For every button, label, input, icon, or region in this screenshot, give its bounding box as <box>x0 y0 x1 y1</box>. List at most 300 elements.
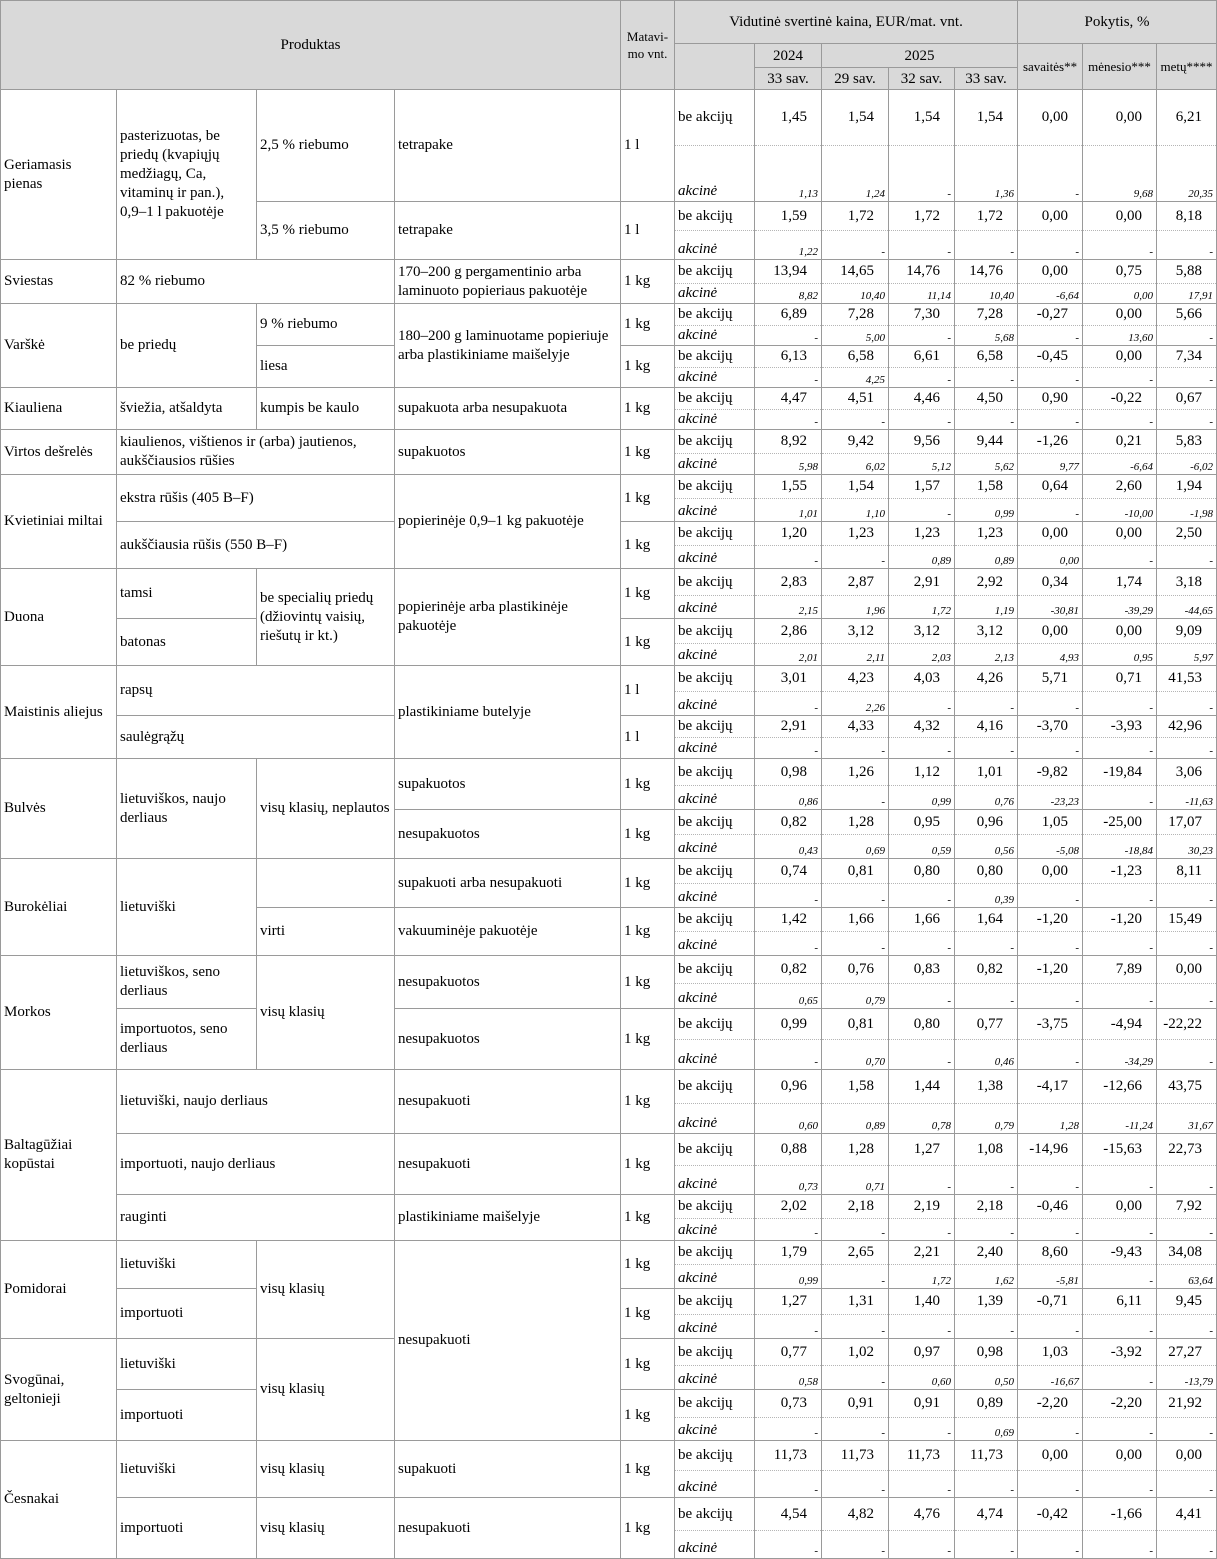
promo-value: - <box>1157 1166 1217 1195</box>
promo-value: - <box>1083 786 1157 810</box>
price-value: 0,81 <box>822 859 889 884</box>
price-value: 6,61 <box>889 346 955 368</box>
promo-value: - <box>889 231 955 260</box>
price-value: 0,80 <box>889 859 955 884</box>
table-row <box>1 569 1217 596</box>
price-value: 0,82 <box>755 810 822 835</box>
product-packaging: nesupakuotos <box>395 956 621 1009</box>
product-type: tamsi <box>117 569 257 619</box>
header-year-2024: 2024 <box>755 44 822 68</box>
price-value: -1,66 <box>1083 1498 1157 1531</box>
label-be-akciju: be akcijų <box>675 908 755 932</box>
promo-value: - <box>1157 368 1217 388</box>
promo-value: - <box>955 231 1018 260</box>
price-value: 1,31 <box>822 1289 889 1315</box>
promo-value: 5,98 <box>755 454 822 475</box>
unit-cell: 1 kg <box>621 1441 675 1498</box>
label-akcine: akcinė <box>675 738 755 759</box>
promo-value: 0,79 <box>955 1104 1018 1134</box>
table-row <box>1 759 1217 786</box>
price-value: 0,00 <box>1018 522 1083 546</box>
promo-value: 0,60 <box>755 1104 822 1134</box>
price-value: 4,16 <box>955 716 1018 738</box>
promo-value: - <box>1157 1219 1217 1241</box>
product-packaging: supakuoti <box>395 1441 621 1498</box>
promo-value: - <box>1157 546 1217 569</box>
product-packaging: supakuotos <box>395 759 621 810</box>
promo-value: 0,00 <box>1083 284 1157 304</box>
promo-value: 11,14 <box>889 284 955 304</box>
price-value: 2,50 <box>1157 522 1217 546</box>
promo-value: - <box>1083 410 1157 430</box>
price-value: 6,58 <box>822 346 889 368</box>
promo-value: 1,10 <box>822 499 889 522</box>
promo-value: 9,77 <box>1018 454 1083 475</box>
unit-cell: 1 kg <box>621 304 675 346</box>
price-value: -3,70 <box>1018 716 1083 738</box>
promo-value: 0,99 <box>955 499 1018 522</box>
promo-value: -6,02 <box>1157 454 1217 475</box>
price-value: 1,72 <box>822 202 889 231</box>
price-value: 1,66 <box>822 908 889 932</box>
product-description: lietuviški, naujo derliaus <box>117 1070 395 1134</box>
price-value: 43,75 <box>1157 1070 1217 1104</box>
promo-value: - <box>1157 231 1217 260</box>
promo-value: 0,56 <box>955 835 1018 859</box>
price-value: 0,00 <box>1157 956 1217 984</box>
unit-cell: 1 kg <box>621 956 675 1009</box>
price-value: -4,94 <box>1083 1009 1157 1040</box>
promo-value: 0,65 <box>755 984 822 1009</box>
product-name: Duona <box>1 569 117 666</box>
price-value: 3,12 <box>889 619 955 644</box>
label-akcine: akcinė <box>675 932 755 956</box>
price-value: -4,17 <box>1018 1070 1083 1104</box>
price-value: 2,18 <box>822 1195 889 1219</box>
product-name: Virtos dešrelės <box>1 430 117 475</box>
promo-value: -11,63 <box>1157 786 1217 810</box>
promo-value: 20,35 <box>1157 146 1217 202</box>
product-packaging: popierinėje arba plastikinėje pakuotėje <box>395 569 621 666</box>
promo-value: - <box>755 738 822 759</box>
label-be-akciju: be akcijų <box>675 475 755 499</box>
label-be-akciju: be akcijų <box>675 1498 755 1531</box>
label-be-akciju: be akcijų <box>675 1390 755 1418</box>
promo-value: - <box>755 1531 822 1559</box>
price-value: 4,03 <box>889 666 955 692</box>
price-value: 1,72 <box>889 202 955 231</box>
promo-value: 0,50 <box>955 1366 1018 1390</box>
promo-value: - <box>1018 368 1083 388</box>
promo-value: -5,81 <box>1018 1265 1083 1289</box>
promo-value: - <box>1157 692 1217 716</box>
label-akcine: akcinė <box>675 786 755 810</box>
label-akcine: akcinė <box>675 1040 755 1070</box>
price-value: 0,74 <box>755 859 822 884</box>
promo-value: - <box>955 984 1018 1009</box>
promo-value: 1,01 <box>755 499 822 522</box>
price-value: 7,92 <box>1157 1195 1217 1219</box>
price-value: 1,72 <box>955 202 1018 231</box>
promo-value: 0,79 <box>822 984 889 1009</box>
promo-value: - <box>755 546 822 569</box>
promo-value: 13,60 <box>1083 326 1157 346</box>
promo-value: - <box>889 1471 955 1498</box>
label-be-akciju: be akcijų <box>675 1134 755 1166</box>
promo-value: 0,76 <box>955 786 1018 810</box>
price-value: 0,75 <box>1083 260 1157 284</box>
label-be-akciju: be akcijų <box>675 759 755 786</box>
promo-value: 4,93 <box>1018 644 1083 666</box>
price-value: 5,71 <box>1018 666 1083 692</box>
product-type: lietuviški <box>117 1339 257 1390</box>
promo-value: - <box>1018 231 1083 260</box>
label-be-akciju: be akcijų <box>675 1195 755 1219</box>
unit-cell: 1 kg <box>621 810 675 859</box>
promo-value: - <box>1018 499 1083 522</box>
promo-value: - <box>822 1471 889 1498</box>
promo-value: 2,03 <box>889 644 955 666</box>
price-value: 17,07 <box>1157 810 1217 835</box>
price-value: 11,73 <box>822 1441 889 1471</box>
product-name: Maistinis aliejus <box>1 666 117 759</box>
promo-value: - <box>822 1265 889 1289</box>
label-be-akciju: be akcijų <box>675 90 755 146</box>
promo-value: 0,73 <box>755 1166 822 1195</box>
promo-value: - <box>822 1531 889 1559</box>
table-row <box>1 430 1217 454</box>
label-be-akciju: be akcijų <box>675 859 755 884</box>
unit-cell: 1 kg <box>621 619 675 666</box>
price-value: 4,50 <box>955 388 1018 410</box>
product-packaging: 170–200 g pergamentinio arba laminuoto popieriaus pakuotėje <box>395 260 621 304</box>
table-row <box>1 1070 1217 1104</box>
unit-cell: 1 kg <box>621 430 675 475</box>
promo-value: - <box>889 326 955 346</box>
price-value: 1,74 <box>1083 569 1157 596</box>
promo-value: 1,22 <box>755 231 822 260</box>
promo-value: - <box>755 692 822 716</box>
promo-value: - <box>822 786 889 810</box>
price-value: 3,12 <box>955 619 1018 644</box>
price-value: -1,20 <box>1083 908 1157 932</box>
product-type: pasterizuotas, be priedų (kvapiųjų medžiagų, Ca, vitaminų ir pan.), 0,9–1 l pakuotėje <box>117 90 257 260</box>
promo-value: - <box>1018 932 1083 956</box>
product-packaging: popierinėje 0,9–1 kg pakuotėje <box>395 475 621 569</box>
promo-value: 0,60 <box>889 1366 955 1390</box>
promo-value: - <box>822 884 889 908</box>
label-akcine: akcinė <box>675 368 755 388</box>
promo-value: 1,28 <box>1018 1104 1083 1134</box>
header-week-32: 32 sav. <box>889 68 955 90</box>
promo-value: - <box>755 884 822 908</box>
price-value: 4,41 <box>1157 1498 1217 1531</box>
promo-value: - <box>1018 410 1083 430</box>
promo-value: - <box>889 1531 955 1559</box>
table-row <box>1 1441 1217 1471</box>
promo-value: - <box>955 410 1018 430</box>
price-value: 4,46 <box>889 388 955 410</box>
promo-value: -18,84 <box>1083 835 1157 859</box>
promo-value: 63,64 <box>1157 1265 1217 1289</box>
promo-value: 10,40 <box>955 284 1018 304</box>
product-packaging: plastikiniame butelyje <box>395 666 621 759</box>
price-value: 0,81 <box>822 1009 889 1040</box>
price-value: 11,73 <box>955 1441 1018 1471</box>
promo-value: - <box>1083 1418 1157 1441</box>
label-be-akciju: be akcijų <box>675 1009 755 1040</box>
label-be-akciju: be akcijų <box>675 666 755 692</box>
price-value: 1,54 <box>822 90 889 146</box>
price-value: 1,40 <box>889 1289 955 1315</box>
promo-value: - <box>1083 231 1157 260</box>
promo-value: - <box>1157 1418 1217 1441</box>
label-be-akciju: be akcijų <box>675 430 755 454</box>
product-type: batonas <box>117 619 257 666</box>
promo-value: 0,43 <box>755 835 822 859</box>
product-type: lietuviški <box>117 1241 257 1289</box>
product-variant: visų klasių <box>257 1498 395 1559</box>
price-value: 11,73 <box>889 1441 955 1471</box>
promo-value: 0,69 <box>822 835 889 859</box>
price-value: -22,22 <box>1157 1009 1217 1040</box>
promo-value: - <box>1083 1265 1157 1289</box>
product-variant: 9 % riebumo <box>257 304 395 346</box>
promo-value: - <box>1018 146 1083 202</box>
unit-cell: 1 kg <box>621 346 675 388</box>
unit-cell: 1 kg <box>621 908 675 956</box>
price-value: 1,55 <box>755 475 822 499</box>
unit-cell: 1 kg <box>621 1195 675 1241</box>
product-name: Česnakai <box>1 1441 117 1559</box>
promo-value: - <box>889 146 955 202</box>
product-description: ekstra rūšis (405 B–F) <box>117 475 395 522</box>
promo-value: - <box>1018 1471 1083 1498</box>
unit-cell: 1 kg <box>621 1009 675 1070</box>
unit-cell: 1 l <box>621 90 675 202</box>
price-value: 13,94 <box>755 260 822 284</box>
price-value: 1,59 <box>755 202 822 231</box>
table-body <box>1 90 1217 1559</box>
promo-value: -44,65 <box>1157 596 1217 619</box>
price-value: 1,39 <box>955 1289 1018 1315</box>
label-be-akciju: be akcijų <box>675 202 755 231</box>
label-akcine: akcinė <box>675 546 755 569</box>
price-value: 21,92 <box>1157 1390 1217 1418</box>
promo-value: - <box>889 932 955 956</box>
product-packaging: supakuotos <box>395 430 621 475</box>
promo-value: - <box>955 1166 1018 1195</box>
product-packaging: nesupakuoti <box>395 1498 621 1559</box>
price-value: -15,63 <box>1083 1134 1157 1166</box>
product-description: rapsų <box>117 666 395 716</box>
price-value: 2,18 <box>955 1195 1018 1219</box>
header-pokytis: Pokytis, % <box>1018 1 1217 44</box>
promo-value: - <box>822 546 889 569</box>
promo-value: 0,86 <box>755 786 822 810</box>
product-variant: visų klasių <box>257 1241 395 1339</box>
promo-value: 0,46 <box>955 1040 1018 1070</box>
price-value: 0,71 <box>1083 666 1157 692</box>
product-packaging: nesupakuoti <box>395 1241 621 1441</box>
unit-cell: 1 kg <box>621 522 675 569</box>
price-value: -3,92 <box>1083 1339 1157 1366</box>
price-value: 22,73 <box>1157 1134 1217 1166</box>
price-value: 0,96 <box>955 810 1018 835</box>
price-value: 0,00 <box>1157 1441 1217 1471</box>
promo-value: - <box>1018 1418 1083 1441</box>
header-matavimo: Matavi-mo vnt. <box>621 1 675 90</box>
price-value: 2,02 <box>755 1195 822 1219</box>
promo-value: 1,62 <box>955 1265 1018 1289</box>
price-value: 0,00 <box>1083 619 1157 644</box>
price-value: -19,84 <box>1083 759 1157 786</box>
promo-value: 0,58 <box>755 1366 822 1390</box>
promo-value: - <box>1083 1219 1157 1241</box>
price-value: 4,76 <box>889 1498 955 1531</box>
price-value: 2,91 <box>889 569 955 596</box>
price-value: 0,34 <box>1018 569 1083 596</box>
promo-value: - <box>1018 884 1083 908</box>
label-akcine: akcinė <box>675 1366 755 1390</box>
promo-value: 5,12 <box>889 454 955 475</box>
label-be-akciju: be akcijų <box>675 260 755 284</box>
price-value: -9,82 <box>1018 759 1083 786</box>
promo-value: 2,11 <box>822 644 889 666</box>
product-variant: liesa <box>257 346 395 388</box>
promo-value: - <box>1018 738 1083 759</box>
price-value: 1,20 <box>755 522 822 546</box>
promo-value: 2,13 <box>955 644 1018 666</box>
price-value: 14,76 <box>955 260 1018 284</box>
price-value: 6,89 <box>755 304 822 326</box>
price-value: 0,83 <box>889 956 955 984</box>
price-value: 14,76 <box>889 260 955 284</box>
promo-value: - <box>1083 1531 1157 1559</box>
product-name: Kvietiniai miltai <box>1 475 117 569</box>
promo-value: - <box>1018 1166 1083 1195</box>
unit-cell: 1 kg <box>621 1390 675 1441</box>
price-value: 9,42 <box>822 430 889 454</box>
label-akcine: akcinė <box>675 984 755 1009</box>
price-value: 4,47 <box>755 388 822 410</box>
price-value: 0,95 <box>889 810 955 835</box>
price-value: 9,09 <box>1157 619 1217 644</box>
price-value: 34,08 <box>1157 1241 1217 1265</box>
price-value: 0,00 <box>1018 859 1083 884</box>
price-value: 0,96 <box>755 1070 822 1104</box>
price-value: -1,23 <box>1083 859 1157 884</box>
promo-value: - <box>1083 1471 1157 1498</box>
product-packaging: 180–200 g laminuotame popieriuje arba plastikiniame maišelyje <box>395 304 621 388</box>
price-value: 8,18 <box>1157 202 1217 231</box>
promo-value: - <box>955 1219 1018 1241</box>
promo-value: - <box>1083 932 1157 956</box>
promo-value: - <box>889 1040 955 1070</box>
price-value: 1,58 <box>955 475 1018 499</box>
product-type: importuoti <box>117 1289 257 1339</box>
header-year-2025: 2025 <box>822 44 1018 68</box>
table-row <box>1 388 1217 410</box>
price-value: 1,02 <box>822 1339 889 1366</box>
product-type: lietuviškos, naujo derliaus <box>117 759 257 859</box>
label-akcine: akcinė <box>675 644 755 666</box>
label-be-akciju: be akcijų <box>675 716 755 738</box>
promo-value: - <box>889 1166 955 1195</box>
table-row <box>1 1134 1217 1166</box>
promo-value: 1,19 <box>955 596 1018 619</box>
price-value: 0,00 <box>1083 522 1157 546</box>
promo-value: - <box>755 368 822 388</box>
price-value: -3,75 <box>1018 1009 1083 1040</box>
promo-value: - <box>822 738 889 759</box>
unit-cell: 1 l <box>621 666 675 716</box>
price-value: 3,12 <box>822 619 889 644</box>
table-row <box>1 1241 1217 1265</box>
price-value: 0,21 <box>1083 430 1157 454</box>
product-packaging: nesupakuoti <box>395 1070 621 1134</box>
label-be-akciju: be akcijų <box>675 956 755 984</box>
product-name: Sviestas <box>1 260 117 304</box>
price-value: 4,51 <box>822 388 889 410</box>
promo-value: - <box>889 884 955 908</box>
price-value: 0,82 <box>755 956 822 984</box>
product-type: importuotos, seno derliaus <box>117 1009 257 1070</box>
price-value: 15,49 <box>1157 908 1217 932</box>
price-value: 1,27 <box>755 1289 822 1315</box>
price-value: 6,13 <box>755 346 822 368</box>
price-value: 2,19 <box>889 1195 955 1219</box>
promo-value: - <box>1157 932 1217 956</box>
price-value: 1,28 <box>822 810 889 835</box>
product-description: aukščiausia rūšis (550 B–F) <box>117 522 395 569</box>
promo-value: 0,69 <box>955 1418 1018 1441</box>
label-be-akciju: be akcijų <box>675 1070 755 1104</box>
promo-value: 31,67 <box>1157 1104 1217 1134</box>
promo-value: - <box>822 231 889 260</box>
price-value: 9,44 <box>955 430 1018 454</box>
promo-value: - <box>1083 884 1157 908</box>
promo-value: - <box>889 1315 955 1339</box>
promo-value: - <box>755 932 822 956</box>
price-value: 0,89 <box>955 1390 1018 1418</box>
price-value: 3,01 <box>755 666 822 692</box>
product-variant: visų klasių, neplautos <box>257 759 395 859</box>
product-variant: visų klasių <box>257 1339 395 1441</box>
price-value: 4,82 <box>822 1498 889 1531</box>
price-value: 6,58 <box>955 346 1018 368</box>
promo-value: -10,00 <box>1083 499 1157 522</box>
table-row <box>1 260 1217 284</box>
price-value: 3,18 <box>1157 569 1217 596</box>
promo-value: 6,02 <box>822 454 889 475</box>
header-week-2024-33: 33 sav. <box>755 68 822 90</box>
promo-value: 10,40 <box>822 284 889 304</box>
price-value: -1,20 <box>1018 908 1083 932</box>
product-name: Geriamasis pienas <box>1 90 117 260</box>
promo-value: 1,72 <box>889 596 955 619</box>
price-value: 7,30 <box>889 304 955 326</box>
product-name: Baltagūžiai kopūstai <box>1 1070 117 1241</box>
promo-value: - <box>1018 692 1083 716</box>
label-be-akciju: be akcijų <box>675 1441 755 1471</box>
promo-value: - <box>822 410 889 430</box>
label-be-akciju: be akcijų <box>675 388 755 410</box>
promo-value: - <box>755 1471 822 1498</box>
label-be-akciju: be akcijų <box>675 346 755 368</box>
promo-value: - <box>822 1366 889 1390</box>
promo-value: - <box>955 738 1018 759</box>
